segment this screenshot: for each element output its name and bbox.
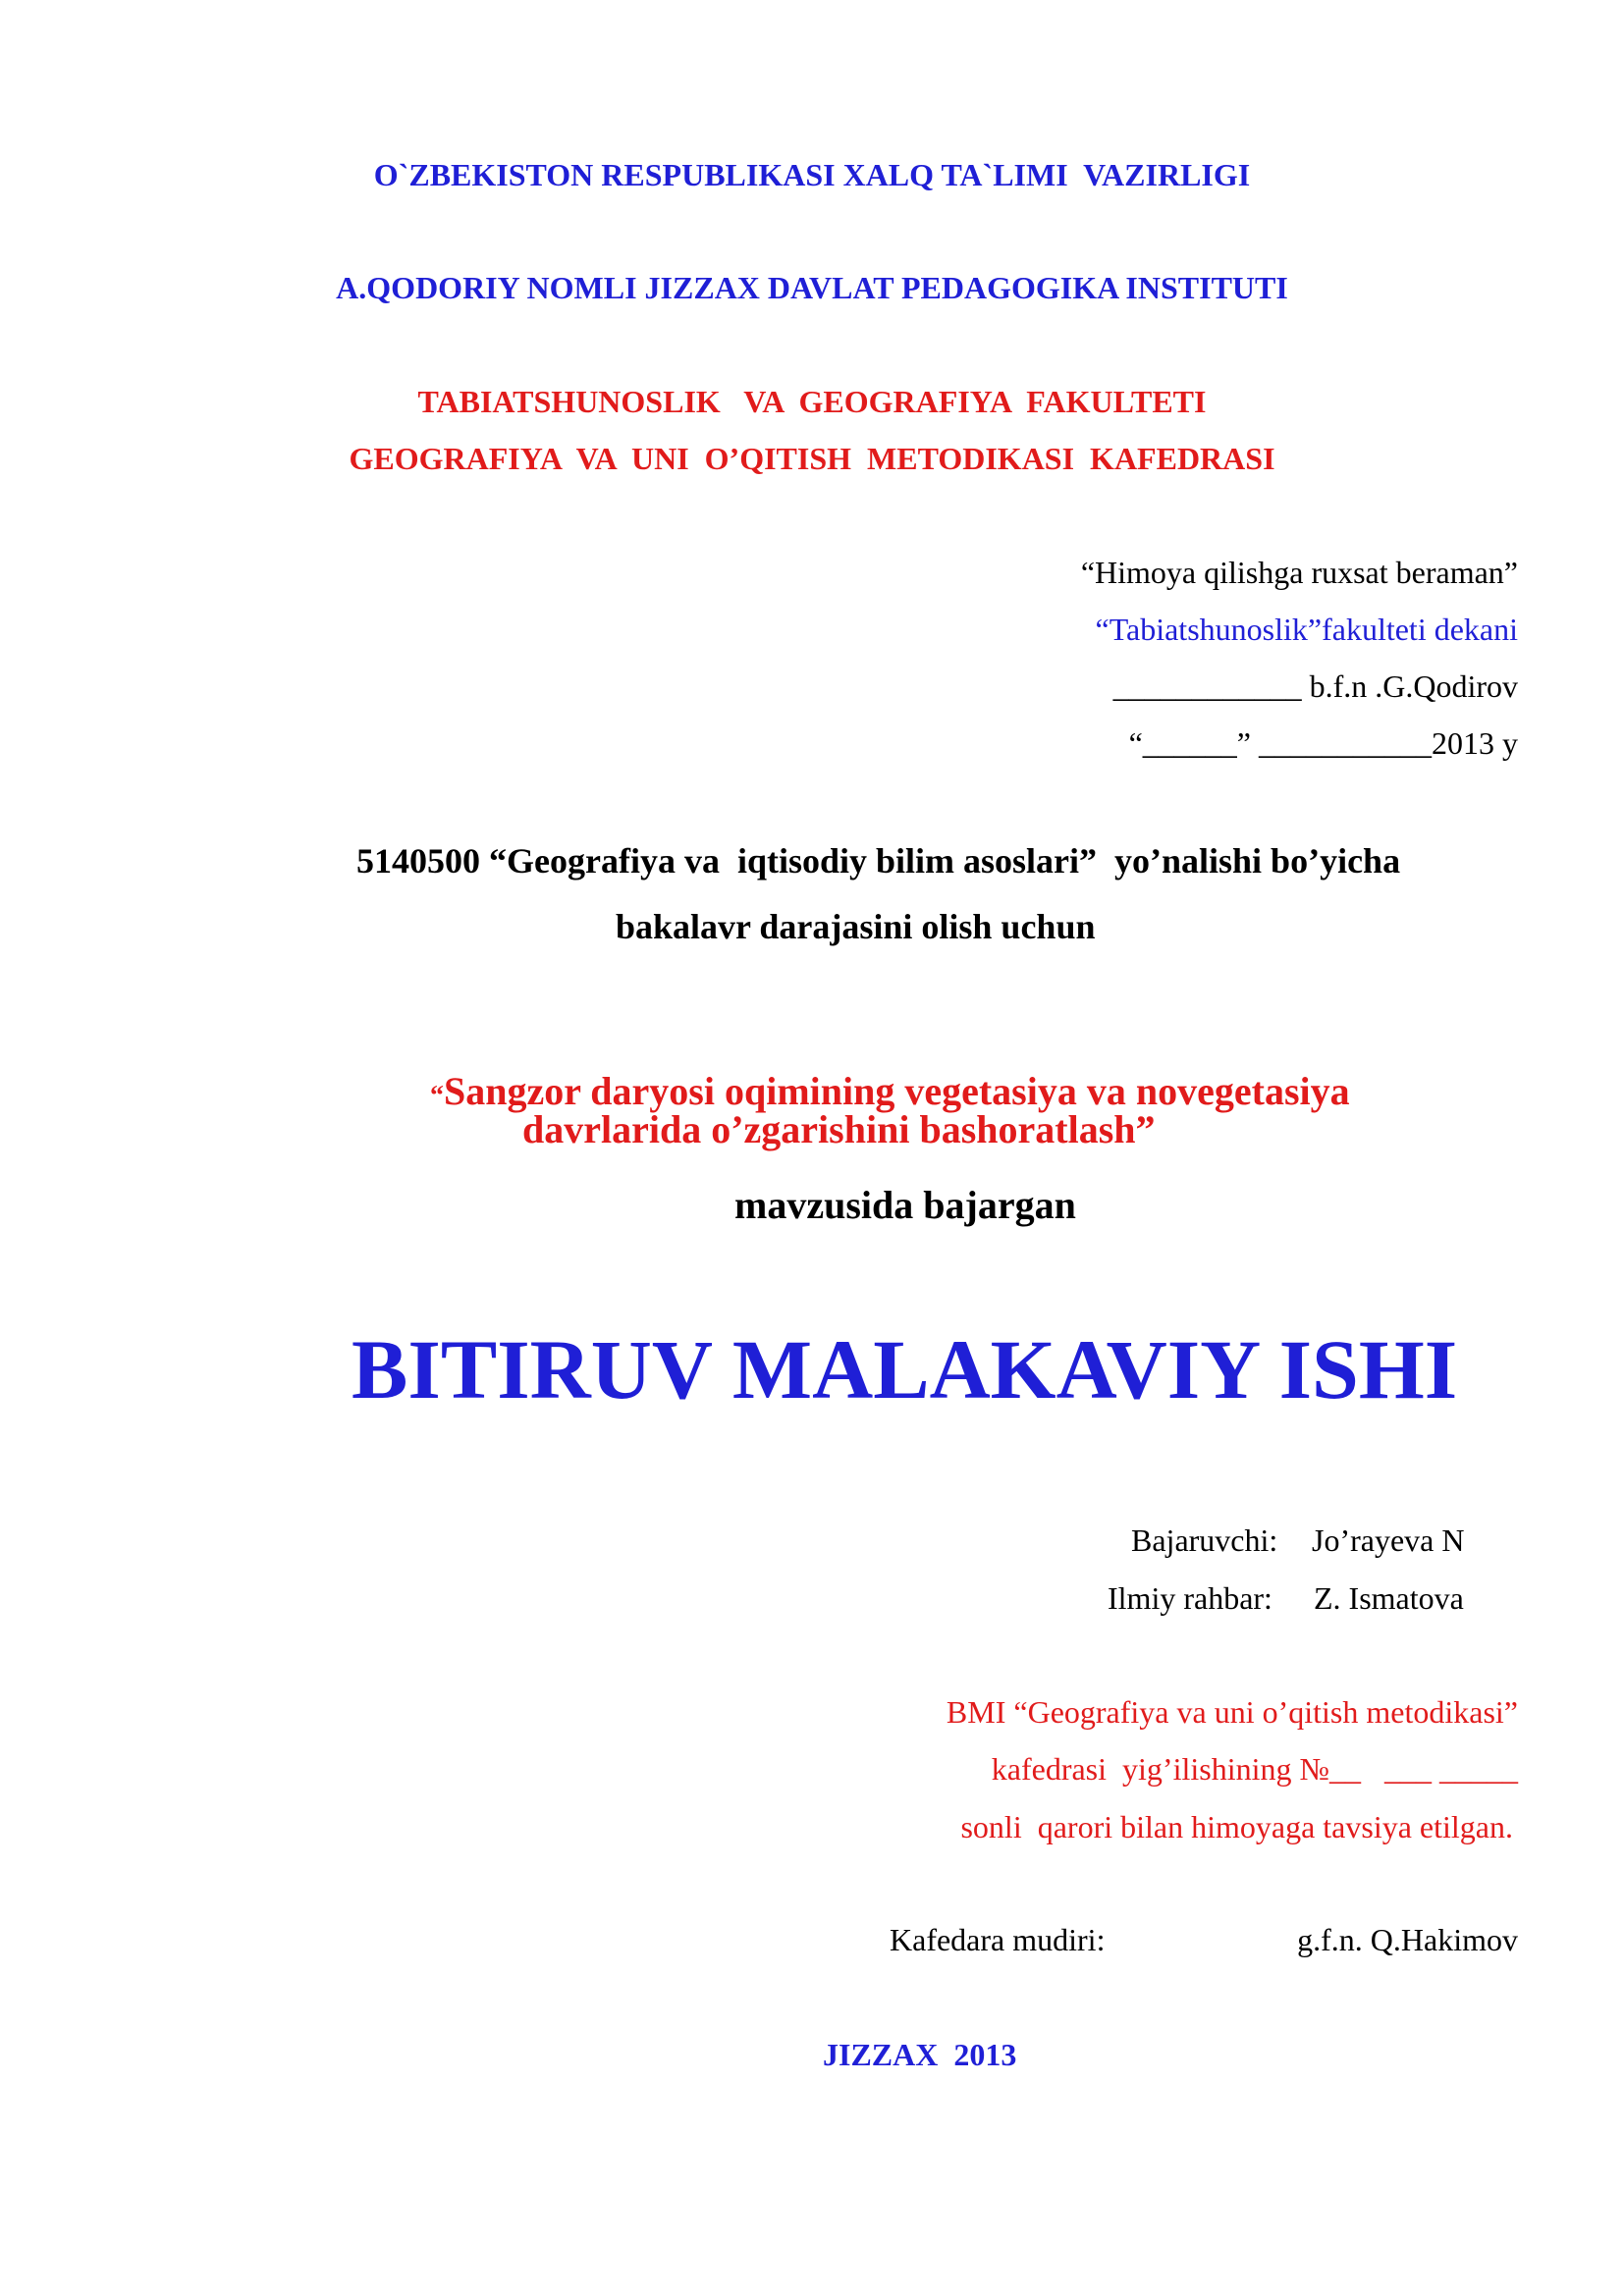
direction-line-2: bakalavr darajasini olish uchun [616, 907, 1096, 946]
recommendation-line-2: kafedrasi yig’ilishining №__ ___ _____ [991, 1751, 1518, 1787]
performer-name: Jo’rayeva N [1312, 1522, 1465, 1558]
footer-city-year: JIZZAX 2013 [823, 2037, 1017, 2072]
supervisor-name: Z. Ismatova [1314, 1580, 1464, 1616]
document-title: BITIRUV MALAKAVIY ISHI [352, 1322, 1458, 1416]
performer-label: Bajaruvchi: [1131, 1522, 1278, 1558]
head-of-department-label: Kafedara mudiri: [890, 1922, 1106, 1957]
recommendation-line-1: BMI “Geografiya va uni o’qitish metodikasi” [946, 1694, 1518, 1730]
approval-signature: ____________ b.f.n .G.Qodirov [1112, 668, 1518, 704]
department-heading: GEOGRAFIYA VA UNI O’QITISH METODIKASI KAFEDRASI [349, 441, 1275, 476]
faculty-heading: TABIATSHUNOSLIK VA GEOGRAFIYA FAKULTETI [417, 384, 1207, 419]
direction-line-1: 5140500 “Geografiya va iqtisodiy bilim asoslari” yo’nalishi bo’yicha [356, 841, 1401, 881]
approval-date: “______” ___________2013 y [1128, 725, 1518, 761]
head-of-department-name: g.f.n. Q.Hakimov [1297, 1922, 1518, 1957]
supervisor-label: Ilmiy rahbar: [1108, 1580, 1272, 1616]
topic-line-1-text: Sangzor daryosi oqimining vegetasiya va novegetasiya [444, 1069, 1350, 1113]
approval-permission: “Himoya qilishga ruxsat beraman” [1080, 555, 1518, 590]
topic-open-quote: “ [430, 1081, 444, 1111]
ministry-heading: O`ZBEKISTON RESPUBLIKASI XALQ TA`LIMI VAZIRLIGI [373, 157, 1251, 192]
institute-heading: A.QODORIY NOMLI JIZZAX DAVLAT PEDAGOGIKA INSTITUTI [336, 270, 1288, 305]
topic-line-2: davrlarida o’zgarishini bashoratlash” [522, 1107, 1156, 1151]
approval-dean: “Tabiatshunoslik”fakulteti dekani [1095, 612, 1518, 647]
topic-line-1 [410, 1033, 1350, 1111]
recommendation-line-3: sonli qarori bilan himoyaga tavsiya etilgan. [960, 1809, 1513, 1844]
topic-line-3: mavzusida bajargan [734, 1183, 1076, 1227]
